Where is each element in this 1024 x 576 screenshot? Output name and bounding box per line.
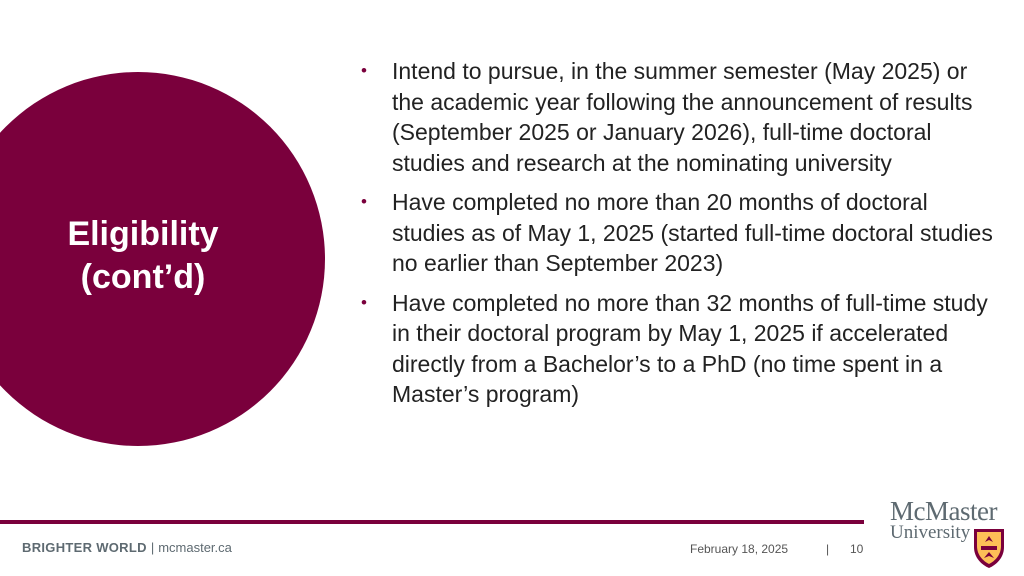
bullet-dot-icon: • <box>361 61 367 80</box>
footer-brand <box>22 540 232 555</box>
title-line-1: Eligibility <box>67 215 219 253</box>
bullet-item <box>356 56 996 178</box>
bullet-text: Have completed no more than 32 months of full-time study in their doctoral program by May 1, 2025 if accelerated directly from a Bachelor’s to a PhD (no time spent in a Master’s program) <box>392 289 988 407</box>
brand-tagline: BRIGHTER WORLD <box>22 540 147 555</box>
footer-divider <box>0 520 864 524</box>
crest-icon <box>972 527 1006 569</box>
bullet-text: Have completed no more than 20 months of doctoral studies as of May 1, 2025 (started full-time doctoral studies no earlier than September 2023) <box>392 189 993 276</box>
website-link[interactable]: mcmaster.ca <box>158 540 232 555</box>
bullet-dot-icon: • <box>361 192 367 211</box>
page-number: 10 <box>850 542 864 556</box>
bullet-item <box>356 187 996 279</box>
logo-wordmark-line1: McMaster <box>890 496 997 526</box>
slide-date: February 18, 2025 <box>690 542 789 556</box>
brand-separator: | <box>150 540 155 555</box>
bullet-dot-icon: • <box>361 292 367 312</box>
eligibility-bullet-list <box>356 56 996 419</box>
footer-pipe: | <box>826 542 830 556</box>
bullet-item <box>356 288 996 410</box>
slide-title <box>30 213 256 299</box>
title-line-2: (cont’d) <box>80 258 206 296</box>
logo-wordmark-line2: University <box>890 522 971 543</box>
bullet-text: Intend to pursue, in the summer semester (May 2025) or the academic year following the announcement of results (September 2025 or January 2026), full-time doctoral studies and research at the nominating university <box>392 58 973 176</box>
